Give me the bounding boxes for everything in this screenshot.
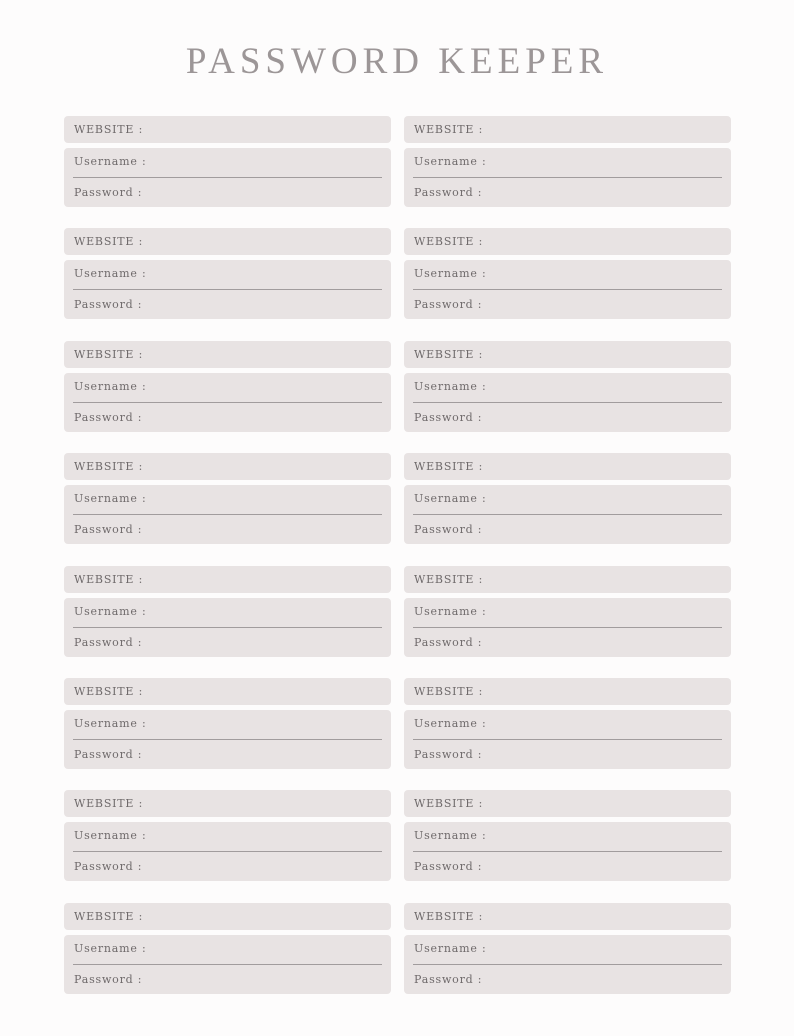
password-entry — [404, 678, 731, 770]
website-label: WEBSITE : — [414, 572, 484, 586]
username-label: Username : — [414, 941, 487, 955]
website-label: WEBSITE : — [414, 123, 484, 136]
website-field[interactable] — [404, 678, 731, 705]
password-entry — [64, 116, 391, 208]
password-entry — [64, 790, 391, 882]
password-label: Password : — [414, 410, 483, 424]
divider-line — [413, 627, 722, 628]
website-label: WEBSITE : — [414, 909, 484, 923]
password-label: Password : — [74, 298, 143, 312]
website-field[interactable] — [404, 790, 731, 817]
website-label: WEBSITE : — [414, 235, 484, 249]
website-field[interactable] — [404, 903, 731, 930]
password-label: Password : — [414, 860, 483, 874]
password-entry — [404, 341, 731, 433]
username-label: Username : — [414, 267, 487, 281]
website-field[interactable] — [404, 566, 731, 593]
password-label: Password : — [74, 635, 143, 649]
divider-line — [413, 514, 722, 515]
password-label: Password : — [414, 748, 483, 761]
divider-line — [73, 851, 382, 852]
divider-line — [73, 739, 382, 740]
website-field[interactable] — [64, 903, 391, 930]
password-entry — [64, 228, 391, 320]
username-label: Username : — [74, 267, 147, 281]
divider-line — [73, 402, 382, 403]
website-field[interactable] — [64, 790, 391, 817]
website-label: WEBSITE : — [74, 797, 144, 811]
password-entry — [64, 566, 391, 658]
credentials-box — [64, 598, 391, 657]
username-label: Username : — [414, 492, 487, 506]
website-label: WEBSITE : — [74, 909, 144, 923]
password-entry — [404, 566, 731, 658]
username-label: Username : — [414, 155, 487, 168]
website-field[interactable] — [64, 566, 391, 593]
divider-line — [73, 514, 382, 515]
username-label: Username : — [74, 155, 147, 168]
username-label: Username : — [414, 829, 487, 843]
password-label: Password : — [74, 748, 143, 761]
credentials-box — [404, 485, 731, 544]
password-entry — [64, 341, 391, 433]
credentials-box — [404, 822, 731, 881]
username-label: Username : — [74, 379, 147, 393]
divider-line — [413, 289, 722, 290]
website-label: WEBSITE : — [414, 460, 484, 474]
password-entry — [404, 903, 731, 995]
username-label: Username : — [74, 604, 147, 618]
password-label: Password : — [414, 635, 483, 649]
page-title: PASSWORD KEEPER — [185, 41, 609, 82]
credentials-box — [404, 148, 731, 207]
website-label: WEBSITE : — [74, 347, 144, 361]
password-entry — [64, 453, 391, 545]
website-label: WEBSITE : — [414, 347, 484, 361]
divider-line — [73, 289, 382, 290]
website-field[interactable] — [64, 678, 391, 705]
website-field[interactable] — [64, 116, 391, 143]
username-label: Username : — [414, 379, 487, 393]
password-label: Password : — [74, 860, 143, 874]
divider-line — [73, 627, 382, 628]
credentials-box — [404, 373, 731, 432]
website-label: WEBSITE : — [74, 572, 144, 586]
website-field[interactable] — [404, 228, 731, 255]
credentials-box — [64, 260, 391, 319]
website-label: WEBSITE : — [74, 235, 144, 249]
credentials-box — [64, 935, 391, 994]
website-label: WEBSITE : — [74, 460, 144, 474]
website-label: WEBSITE : — [74, 123, 144, 136]
password-label: Password : — [74, 523, 143, 537]
website-field[interactable] — [404, 116, 731, 143]
credentials-box — [404, 710, 731, 769]
password-entry — [404, 228, 731, 320]
website-field[interactable] — [64, 228, 391, 255]
password-label: Password : — [74, 972, 143, 986]
credentials-box — [404, 260, 731, 319]
credentials-box — [64, 822, 391, 881]
password-entry — [64, 678, 391, 770]
website-field[interactable] — [64, 453, 391, 480]
divider-line — [413, 851, 722, 852]
username-label: Username : — [414, 604, 487, 618]
password-entry — [404, 116, 731, 208]
divider-line — [413, 964, 722, 965]
website-field[interactable] — [404, 453, 731, 480]
password-entry — [64, 903, 391, 995]
password-entry — [404, 453, 731, 545]
password-label: Password : — [414, 523, 483, 537]
username-label: Username : — [74, 492, 147, 506]
website-field[interactable] — [404, 341, 731, 368]
website-label: WEBSITE : — [74, 685, 144, 698]
divider-line — [73, 177, 382, 178]
password-label: Password : — [74, 186, 143, 199]
password-label: Password : — [414, 298, 483, 312]
divider-line — [413, 402, 722, 403]
password-entry — [404, 790, 731, 882]
credentials-box — [64, 148, 391, 207]
credentials-box — [404, 598, 731, 657]
password-label: Password : — [74, 410, 143, 424]
credentials-box — [64, 373, 391, 432]
credentials-box — [64, 710, 391, 769]
website-label: WEBSITE : — [414, 797, 484, 811]
credentials-box — [404, 935, 731, 994]
website-field[interactable] — [64, 341, 391, 368]
username-label: Username : — [74, 941, 147, 955]
username-label: Username : — [74, 829, 147, 843]
website-label: WEBSITE : — [414, 685, 484, 698]
divider-line — [413, 739, 722, 740]
divider-line — [413, 177, 722, 178]
password-label: Password : — [414, 972, 483, 986]
credentials-box — [64, 485, 391, 544]
username-label: Username : — [74, 717, 147, 730]
username-label: Username : — [414, 717, 487, 730]
password-label: Password : — [414, 186, 483, 199]
divider-line — [73, 964, 382, 965]
